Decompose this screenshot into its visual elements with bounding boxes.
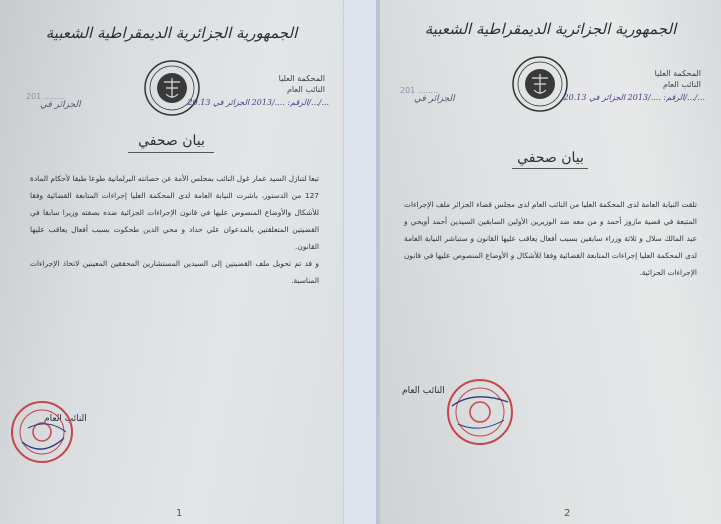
title-underline xyxy=(128,152,214,153)
document-page-right xyxy=(380,0,721,524)
signer-title: النائب العام xyxy=(402,386,445,396)
page-number: 1 xyxy=(176,508,183,519)
org-block xyxy=(279,73,325,95)
signer-title: النائب العام xyxy=(44,414,87,424)
reference-number-left: 201 ........ xyxy=(400,86,439,95)
reference-line: الرقم: ..../2013 الجزائر في 20.13/.../... xyxy=(563,93,705,102)
org-line-prosecutor: النائب العام xyxy=(662,80,701,89)
org-line-supreme-court: المحكمة العليا xyxy=(278,74,325,83)
emblem-seal-icon xyxy=(142,58,202,118)
body-paragraph: تلقت النيابة العامة لدى المحكمة العليا من النائب العام لدى مجلس قضاء الجزائر ملف الإجراءات المتبعة في قضية مازوز أحمد و من معه ضد الوزيرين الأولين السابقين السيدين أحمد أويحي و عبد المالك سلال و ثلاثة وزراء سابقين بسبب أفعال يعاقب عليها القانون و ستباشر النيابة العامة لدى المحكمة العليا إجراءات المتابعة القضائية وفقا للأشكال و الأوضاع المنصوص عليها في قانون الإجراءات الجزائية. xyxy=(404,200,697,277)
official-stamp-icon xyxy=(444,376,516,448)
page-number: 2 xyxy=(564,508,571,519)
emblem-seal-icon xyxy=(510,54,570,114)
republic-header: الجمهورية الجزائرية الديمقراطية الشعبية xyxy=(45,24,298,42)
document-body xyxy=(404,196,697,281)
official-stamp-icon xyxy=(8,398,76,466)
org-line-supreme-court: المحكمة العليا xyxy=(654,69,701,78)
document-title: بيان صحفي xyxy=(517,150,584,166)
algiers-label: الجزائر في xyxy=(40,100,81,110)
reference-number-left: 201 ........ xyxy=(26,92,65,101)
document-page-left xyxy=(0,0,343,524)
reference-line: الرقم: ..../2013 الجزائر في 20.13/.../... xyxy=(187,98,329,107)
algiers-label: الجزائر في xyxy=(414,94,455,104)
title-underline xyxy=(512,168,588,169)
document-title: بيان صحفي xyxy=(138,133,205,149)
document-body xyxy=(30,170,319,289)
org-line-prosecutor: النائب العام xyxy=(286,85,325,94)
org-block xyxy=(655,68,701,90)
republic-header: الجمهورية الجزائرية الديمقراطية الشعبية xyxy=(424,20,677,38)
body-paragraph: و قد تم تحويل ملف القضيتين إلى السيدين المستشارين المحققين المعينين لاتخاذ الإجراءات المناسبة. xyxy=(30,259,319,285)
body-paragraph: تبعا لتنازل السيد عمار غول النائب بمجلس الأمة عن حصانته البرلمانية طوعا طبقا لأحكام المادة 127 من الدستور، باشرت النيابة العامة لدى المحكمة العليا إجراءات المتابعة القضائية وفقا للأشكال والأوضاع المنصوص عليها في قانون الإجراءات الجزائية ضده بصفته وزيرا سابقا في القضيتين المتعلقتين بالمدعوان علي حداد و محي الدين طحكوت بسبب أفعال يعاقب عليها القانون. xyxy=(30,174,319,251)
viewer-divider xyxy=(343,0,379,524)
